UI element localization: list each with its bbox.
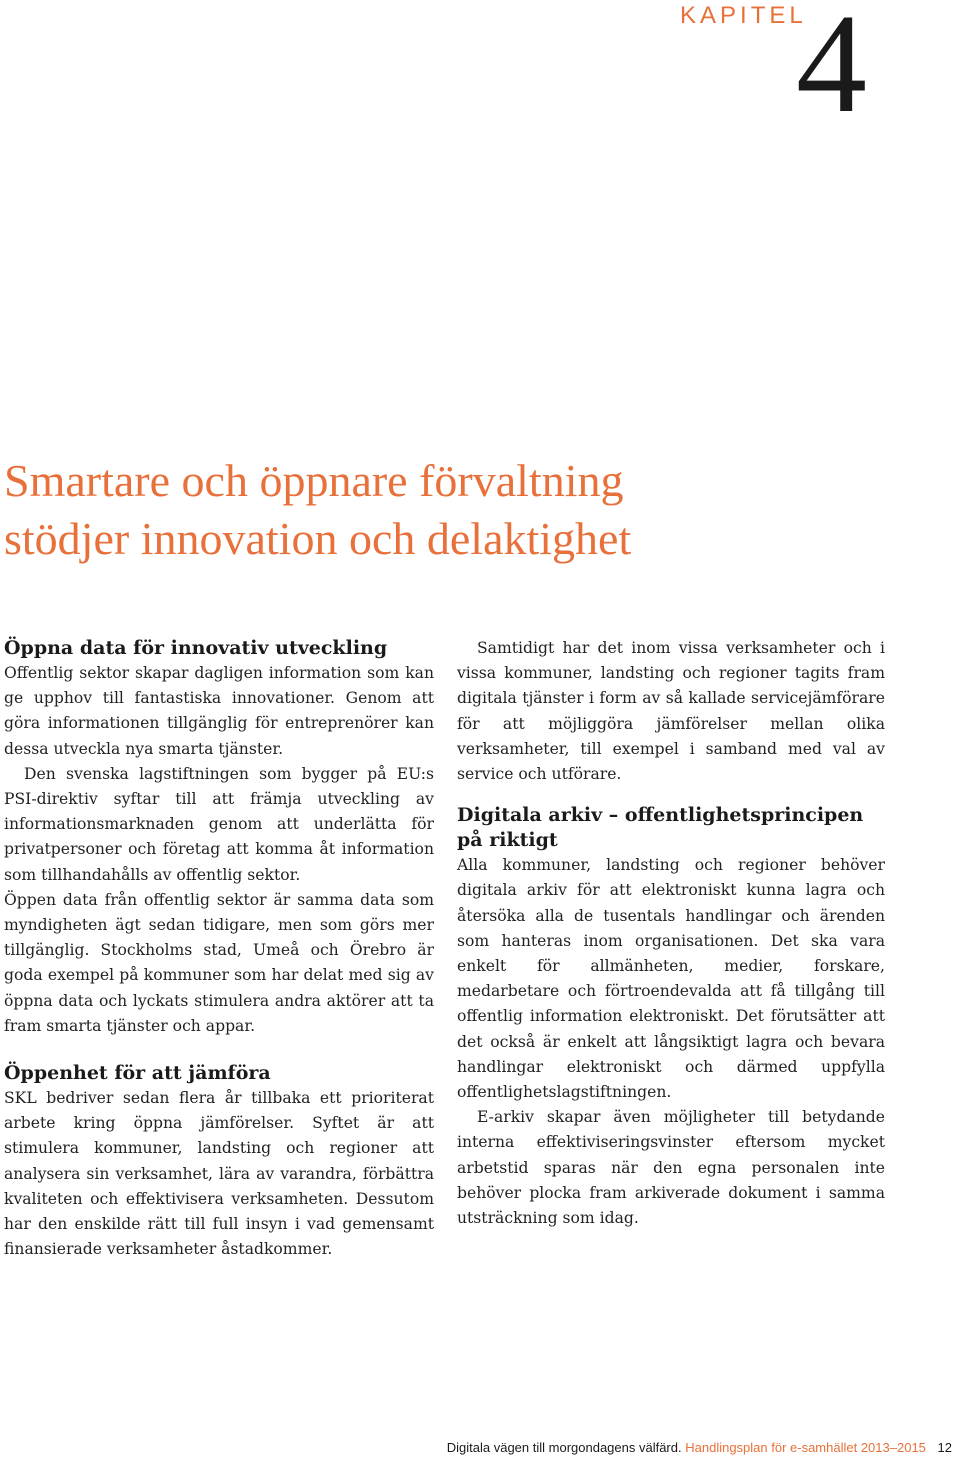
- paragraph: Offentlig sektor skapar dagligen information som kan ge upphov till fantastiska innovationer. Genom att göra informationen tillgänglig för entreprenörer kan dessa utveckla nya smarta tjänster.: [4, 664, 434, 758]
- paragraph: Den svenska lagstiftningen som bygger på EU:s PSI-direktiv syftar till att främja utveckling av informationsmarknaden genom att underlätta för privatpersoner och företag att komma åt information som tillhandahålls av offentlig sektor.: [4, 764, 434, 884]
- paragraph: Öppen data från offentlig sektor är samma data som myndigheten ägt sedan tidigare, men som görs mer tillgänglig. Stockholms stad, Umeå och Örebro är goda exempel på kommuner som har delat med sig av öppna data och lyckats stimulera andra aktörer att ta fram smarta tjänster och appar.: [4, 890, 434, 1035]
- page-number: 12: [937, 1440, 952, 1455]
- page-title-line-2: stödjer innovation och delaktighet: [4, 513, 632, 564]
- footer-plan-title: Handlingsplan för e-samhället 2013–2015: [685, 1440, 926, 1455]
- footer-publication-title: Digitala vägen till morgondagens välfärd.: [446, 1440, 682, 1455]
- chapter-number: 4: [796, 0, 867, 142]
- page-footer: [447, 1440, 952, 1455]
- paragraph: Alla kommuner, landsting och regioner behöver digitala arkiv för att elektroniskt kunna lagra och återsöka alla de tusentals handlingar och ärenden som hanteras inom organisationen. Det ska vara enkelt för allmänheten, medier, forskare, medarbetare och förtroendevalda att få tillgång till offentlig information elektroniskt. Det förutsätter att det också är enkelt att långsiktigt lagra och bevara handlingar elektroniskt och därmed uppfylla offentlighetslagstiftningen.: [457, 856, 885, 1102]
- page-title-line-1: Smartare och öppnare förvaltning: [4, 455, 624, 506]
- kapitel-label: KAPITEL: [680, 2, 807, 29]
- paragraph: SKL bedriver sedan flera år tillbaka ett prioriterat arbete kring öppna jämförelser. Syftet är att stimulera kommuner, landsting och regioner att analysera sin verksamhet, lära av varandra, förbättra kvaliteten och effektivisera verksamheten. Dessutom har den enskilde rätt till full insyn i vad gemensamt finansierade verksamheter åstadkommer.: [4, 1089, 434, 1259]
- page-title: [4, 452, 631, 568]
- left-column: [4, 636, 434, 1262]
- paragraph: E-arkiv skapar även möjligheter till betydande interna effektiviseringsvinster eftersom mycket arbetstid sparas när den egna personalen inte behöver plocka fram arkiverade dokument i samma utsträckning som idag.: [457, 1108, 885, 1228]
- paragraph: Samtidigt har det inom vissa verksamheter och i vissa kommuner, landsting och regioner tagits fram digitala tjänster i form av så kallade servicejämförare för att möjliggöra jämförelser mellan olika verksamheter, till exempel i samband med val av service och utförare.: [457, 639, 885, 784]
- section-heading-openness: Öppenhet för att jämföra: [4, 1062, 271, 1085]
- section-heading-open-data: Öppna data för innovativ utveckling: [4, 637, 388, 659]
- section-heading-digital-archives: Digitala arkiv – offentlighetsprincipen på riktigt: [457, 804, 864, 852]
- right-column: [457, 636, 885, 1231]
